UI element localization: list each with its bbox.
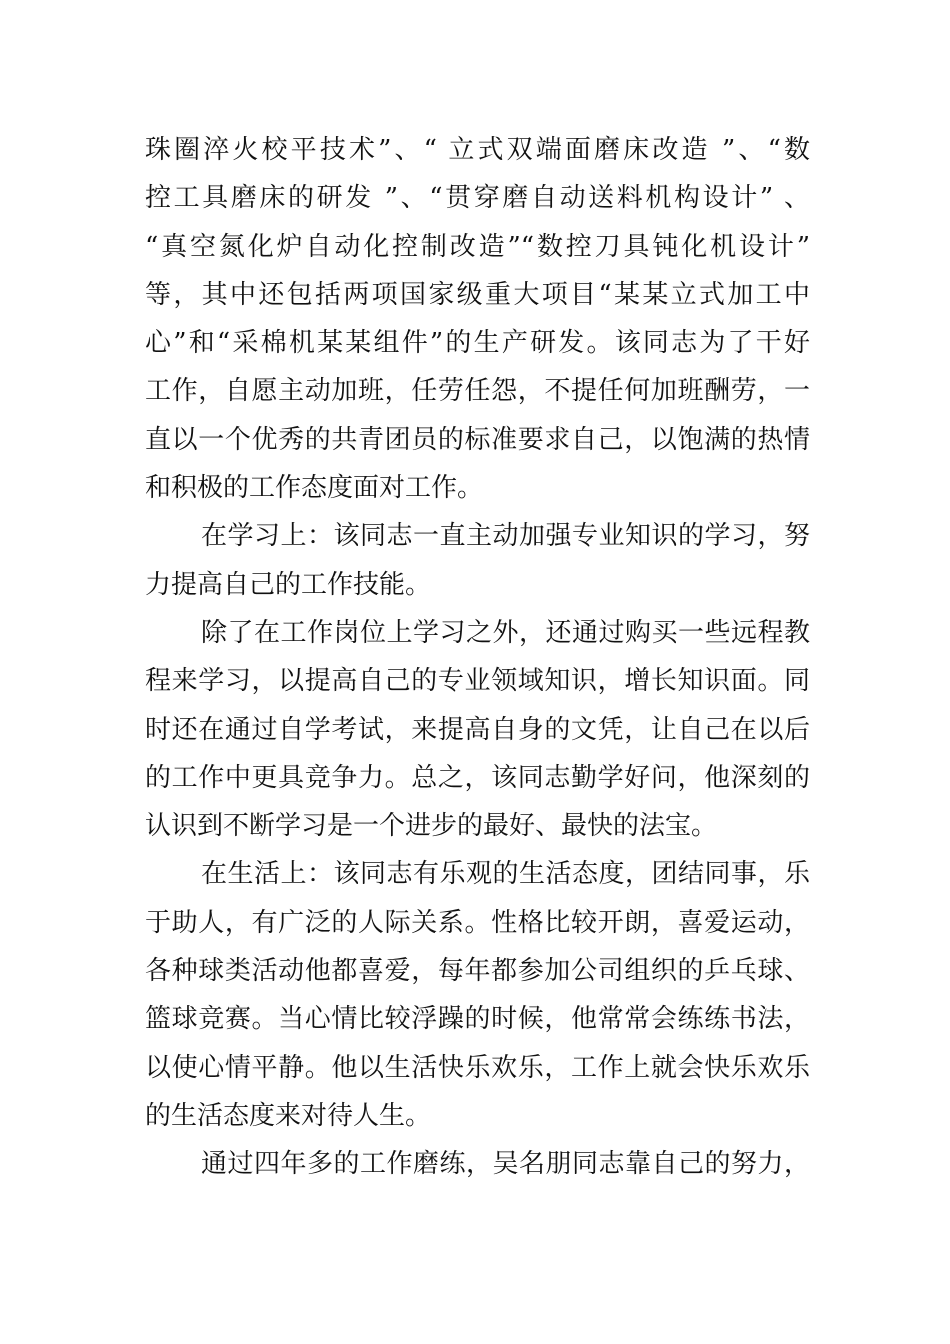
text-line: 在生活上：该同志有乐观的生活态度，团结同事，乐 bbox=[201, 859, 810, 890]
text-line: 认识到不断学习是一个进步的最好、最快的法宝。 bbox=[145, 811, 718, 842]
text-line: 直以一个优秀的共青团员的标准要求自己，以饱满的热情 bbox=[145, 424, 810, 455]
text-line: 力提高自己的工作技能。 bbox=[145, 569, 432, 600]
text-line: 在学习上：该同志一直主动加强专业知识的学习，努 bbox=[201, 521, 810, 552]
text-line: 和积极的工作态度面对工作。 bbox=[145, 473, 484, 504]
text-line: 于助人，有广泛的人际关系。性格比较开朗，喜爱运动， bbox=[145, 907, 810, 938]
text-line: 心”和“采棉机某某组件”的生产研发。该同志为了干好 bbox=[145, 328, 810, 359]
text-line: “真空氮化炉自动化控制改造”“数控刀具钝化机设计” bbox=[145, 231, 810, 262]
text-line: 程来学习，以提高自己的专业领域知识，增长知识面。同 bbox=[145, 666, 810, 697]
text-line: 篮球竞赛。当心情比较浮躁的时候，他常常会练练书法， bbox=[145, 1004, 810, 1035]
text-line: 珠圈淬火校平技术”、“ 立式双端面磨床改造 ”、“数 bbox=[145, 135, 810, 165]
text-line: 通过四年多的工作磨练，吴名朋同志靠自己的努力， bbox=[201, 1149, 810, 1180]
text-line: 的生活态度来对待人生。 bbox=[145, 1100, 432, 1131]
text-line: 控工具磨床的研发 ”、“贯穿磨自动送料机构设计” 、 bbox=[145, 183, 810, 214]
text-line: 除了在工作岗位上学习之外，还通过购买一些远程教 bbox=[201, 617, 810, 648]
text-line: 等，其中还包括两项国家级重大项目“某某立式加工中 bbox=[145, 279, 810, 310]
text-line: 时还在通过自学考试，来提高自身的文凭，让自己在以后 bbox=[145, 714, 810, 745]
body-text bbox=[145, 126, 810, 1189]
text-line: 的工作中更具竞争力。总之，该同志勤学好问，他深刻的 bbox=[145, 762, 810, 793]
text-line: 工作，自愿主动加班，任劳任怨，不提任何加班酬劳，一 bbox=[145, 376, 810, 407]
text-line: 以使心情平静。他以生活快乐欢乐，工作上就会快乐欢乐 bbox=[145, 1052, 810, 1083]
text-line: 各种球类活动他都喜爱，每年都参加公司组织的乒乓球、 bbox=[145, 956, 810, 987]
